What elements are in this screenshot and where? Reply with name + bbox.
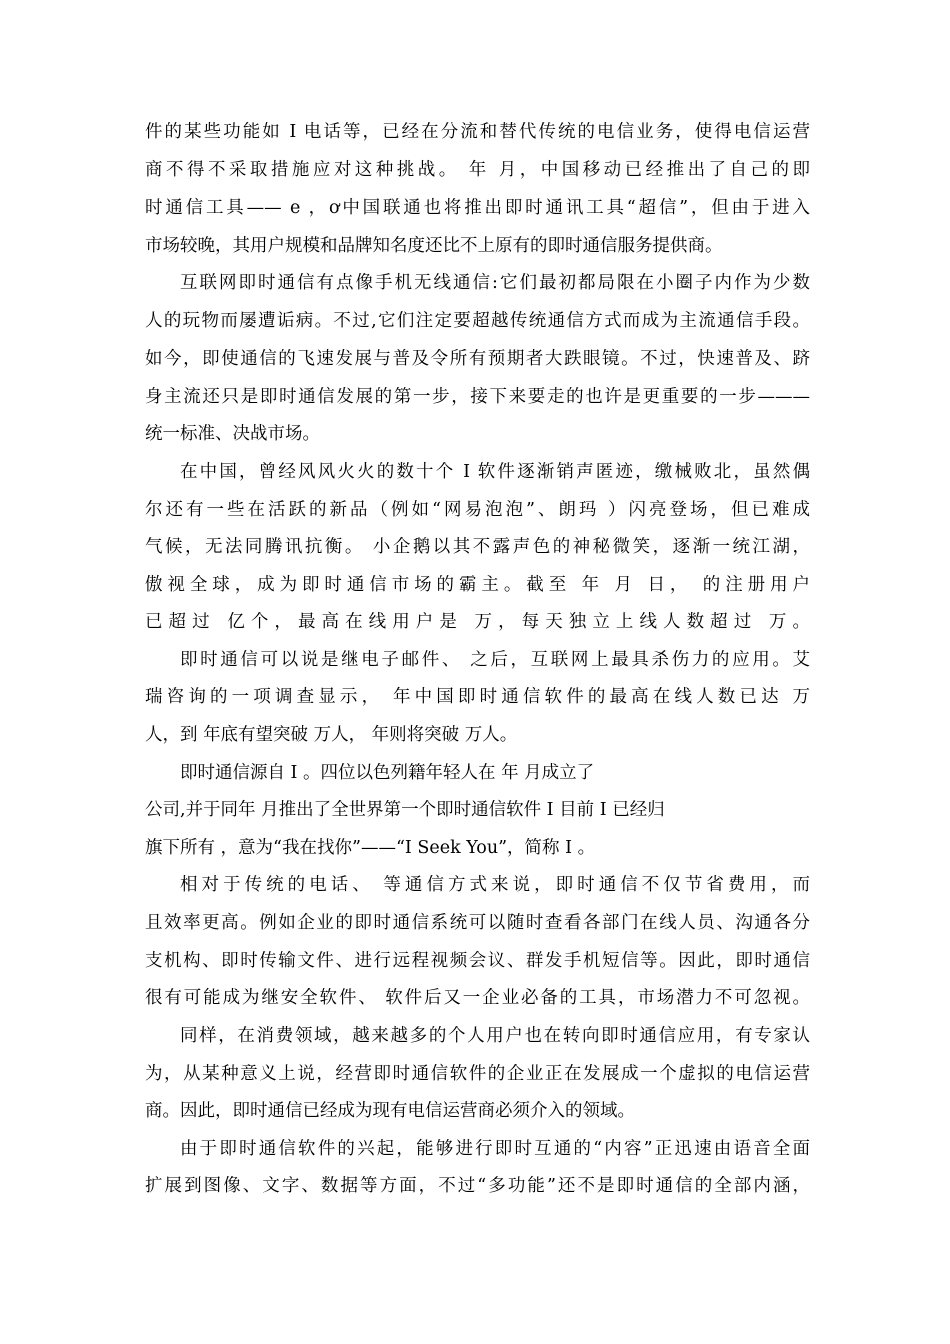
paragraph-line: 商不得不采取措施应对这种挑战。 年 月，中国移动已经推出了自己的即 <box>145 160 810 180</box>
paragraph-line: 气候，无法同腾讯抗衡。 小企鹅以其不露声色的神秘微笑，逐渐一统江湖， <box>145 537 810 557</box>
paragraph-line: 相对于传统的电话、 等通信方式来说，即时通信不仅节省费用，而 <box>180 875 810 895</box>
paragraph-line: 统一标准、决战市场。 <box>145 424 320 444</box>
paragraph-line: 且效率更高。例如企业的即时通信系统可以随时查看各部门在线人员、沟通各分 <box>145 913 810 933</box>
paragraph-line: 同样，在消费领域，越来越多的个人用户也在转向即时通信应用，有专家认 <box>180 1026 810 1046</box>
paragraph-line: 扩展到图像、文字、数据等方面，不过“多功能”还不是即时通信的全部内涵， <box>145 1176 810 1196</box>
paragraph-line: 互联网即时通信有点像手机无线通信:它们最初都局限在小圈子内作为少数 <box>180 273 810 293</box>
paragraph-line: 由于即时通信软件的兴起，能够进行即时互通的“内容”正迅速由语音全面 <box>180 1139 810 1159</box>
paragraph-line: 人，到 年底有望突破 万人， 年则将突破 万人。 <box>145 725 518 745</box>
paragraph-line: 如今，即使通信的飞速发展与普及令所有预期者大跌眼镜。不过，快速普及、跻 <box>145 349 810 369</box>
paragraph-line: 已超过 亿个，最高在线用户是 万，每天独立上线人数超过 万。 <box>145 612 810 632</box>
paragraph-line: 即时通信可以说是继电子邮件、 之后，互联网上最具杀伤力的应用。艾 <box>180 650 810 670</box>
paragraph-line: 身主流还只是即时通信发展的第一步，接下来要走的也许是更重要的一步——— <box>145 387 810 407</box>
paragraph-line: 在中国，曾经风风火火的数十个 I 软件逐渐销声匿迹，缴械败北，虽然偶 <box>180 462 810 482</box>
paragraph-line: 瑞咨询的一项调查显示， 年中国即时通信软件的最高在线人数已达 万 <box>145 687 810 707</box>
paragraph-line: 人的玩物而屡遭诟病。不过,它们注定要超越传统通信方式而成为主流通信手段。 <box>145 311 810 331</box>
paragraph-line: 傲视全球，成为即时通信市场的霸主。截至 年 月 日， 的注册用户 <box>145 575 810 595</box>
paragraph-line: 公司,并于同年 月推出了全世界第一个即时通信软件 I 目前 I 已经归 <box>145 800 665 820</box>
paragraph-line: 时通信工具—— e ，ơ中国联通也将推出即时通讯工具“超信”，但由于进入 <box>145 198 810 218</box>
paragraph-line: 即时通信源自 I 。四位以色列籍年轻人在 年 月成立了 <box>180 763 595 783</box>
paragraph-line: 件的某些功能如 I 电话等，已经在分流和替代传统的电信业务，使得电信运营 <box>145 122 810 142</box>
paragraph-line: 很有可能成为继安全软件、 软件后又一企业必备的工具，市场潜力不可忽视。 <box>145 988 810 1008</box>
paragraph-line: 市场较晚，其用户规模和品牌知名度还比不上原有的即时通信服务提供商。 <box>145 236 723 256</box>
paragraph-line: 尔还有一些在活跃的新品（例如“网易泡泡”、朗玛 ）闪亮登场，但已难成 <box>145 500 810 520</box>
paragraph-line: 为，从某种意义上说，经营即时通信软件的企业正在发展成一个虚拟的电信运营 <box>145 1064 810 1084</box>
paragraph-line: 商。因此，即时通信已经成为现有电信运营商必须介入的领域。 <box>145 1101 635 1121</box>
paragraph-line: 支机构、即时传输文件、进行远程视频会议、群发手机短信等。因此，即时通信 <box>145 951 810 971</box>
paragraph-line: 旗下所有 ，意为“我在找你”——“I Seek You”，简称 I 。 <box>145 838 596 858</box>
